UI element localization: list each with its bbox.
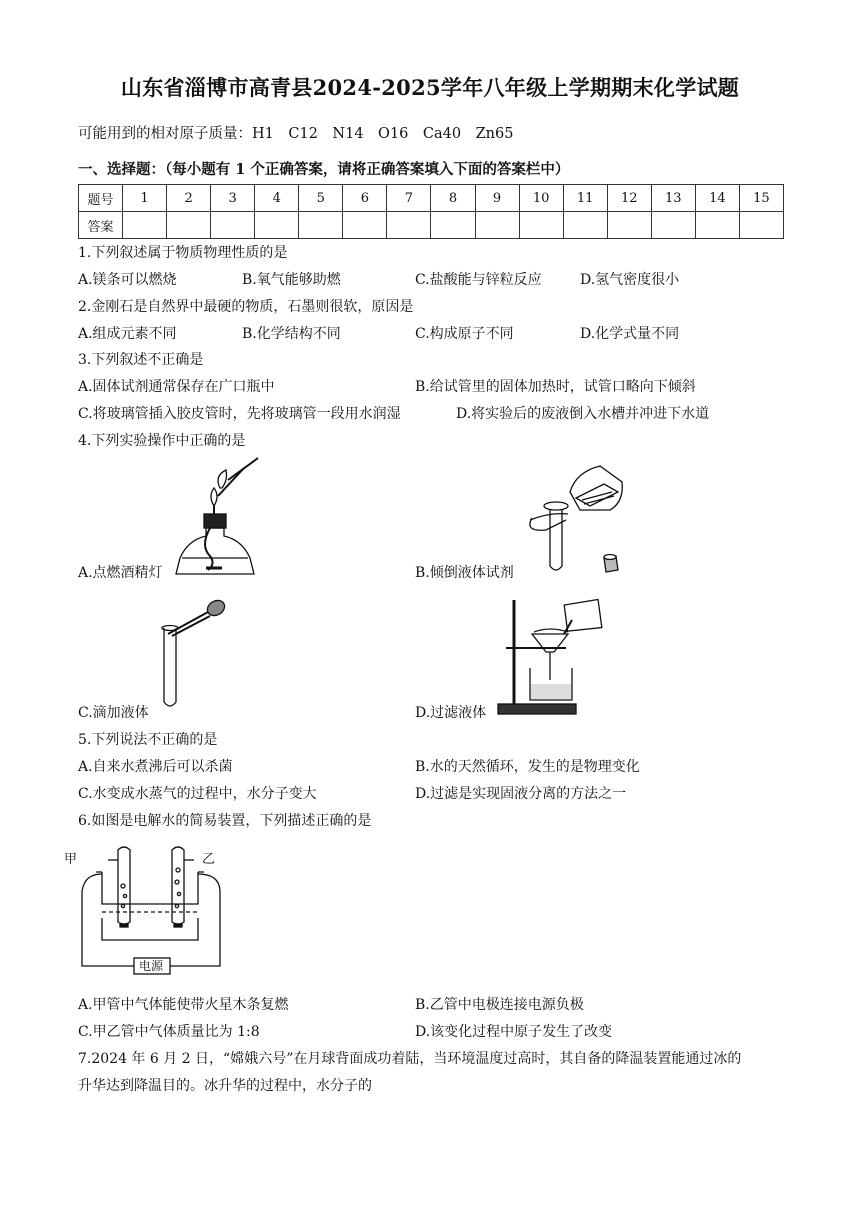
filtration-illustration — [494, 596, 614, 718]
q3-option-d: D.将实验后的废液倒入水槽并冲进下水道 — [456, 406, 710, 422]
page-title: 山东省淄博市高青县2024-2025学年八年级上学期期末化学试题 — [120, 75, 740, 100]
q5-option-c: C.水变成水蒸气的过程中，水分子变大 — [78, 786, 317, 802]
question-number-cell: 9 — [475, 185, 519, 212]
q2-option-c: C.构成原子不同 — [415, 326, 514, 342]
question-number-cell: 6 — [343, 185, 387, 212]
question-number-cell: 10 — [519, 185, 563, 212]
answer-cell[interactable] — [431, 212, 475, 239]
q6-option-c: C.甲乙管中气体质量比为 1:8 — [78, 1024, 260, 1040]
q5-option-a: A.自来水煮沸后可以杀菌 — [78, 759, 233, 775]
question-number-cell: 15 — [739, 185, 783, 212]
question-number-cell: 3 — [211, 185, 255, 212]
answer-cell[interactable] — [167, 212, 211, 239]
q7-stem-line-2: 升华达到降温目的。冰升华的过程中，水分子的 — [78, 1078, 372, 1094]
section-heading: 一、选择题：（每小题有 1 个正确答案，请将正确答案填入下面的答案栏中） — [78, 161, 570, 178]
q6-option-d: D.该变化过程中原子发生了改变 — [415, 1024, 613, 1040]
dropper-illustration — [150, 600, 230, 712]
question-number-cell: 8 — [431, 185, 475, 212]
question-number-cell: 12 — [607, 185, 651, 212]
q4-stem: 4.下列实验操作中正确的是 — [78, 433, 246, 449]
answer-cell[interactable] — [299, 212, 343, 239]
q1-stem: 1.下列叙述属于物质物理性质的是 — [78, 245, 288, 261]
answer-table-answer-row — [79, 212, 784, 239]
tube-label-jia: 甲 — [64, 852, 78, 867]
answer-table — [78, 184, 784, 239]
answer-cell[interactable] — [695, 212, 739, 239]
q1-option-b: B.氧气能够助燃 — [242, 272, 341, 288]
question-number-cell: 7 — [387, 185, 431, 212]
q2-option-b: B.化学结构不同 — [242, 326, 341, 342]
answer-cell[interactable] — [475, 212, 519, 239]
answer-cell[interactable] — [739, 212, 783, 239]
answer-table-number-row — [79, 185, 784, 212]
q3-option-c: C.将玻璃管插入胶皮管时，先将玻璃管一段用水润湿 — [78, 406, 401, 422]
q2-option-a: A.组成元素不同 — [78, 326, 177, 342]
pouring-liquid-illustration — [520, 462, 630, 582]
q6-stem: 6.如图是电解水的简易装置，下列描述正确的是 — [78, 813, 372, 829]
q5-stem: 5.下列说法不正确的是 — [78, 732, 218, 748]
electrolysis-apparatus — [64, 842, 238, 976]
row-label-answer: 答案 — [79, 212, 123, 239]
q2-option-d: D.化学式量不同 — [580, 326, 680, 342]
q6-option-b: B.乙管中电极连接电源负极 — [415, 997, 584, 1013]
answer-cell[interactable] — [255, 212, 299, 239]
q1-option-d: D.氢气密度很小 — [580, 272, 680, 288]
answer-cell[interactable] — [651, 212, 695, 239]
answer-cell[interactable] — [211, 212, 255, 239]
question-number-cell: 2 — [167, 185, 211, 212]
alcohol-lamp-illustration — [170, 466, 260, 580]
q3-option-b: B.给试管里的固体加热时，试管口略向下倾斜 — [415, 379, 696, 395]
q2-stem: 2.金刚石是自然界中最硬的物质，石墨则很软，原因是 — [78, 299, 414, 315]
q4-option-a: A.点燃酒精灯 — [78, 565, 163, 581]
q7-stem-line-1: 7.2024 年 6 月 2 日，“嫦娥六号”在月球背面成功着陆，当环境温度过高时，其自备的降温装置能通过冰的 — [78, 1051, 742, 1067]
q4-option-d: D.过滤液体 — [415, 705, 487, 721]
q1-option-a: A.镁条可以燃烧 — [78, 272, 177, 288]
q3-stem: 3.下列叙述不正确是 — [78, 352, 204, 368]
q5-option-b: B.水的天然循环，发生的是物理变化 — [415, 759, 640, 775]
q5-option-d: D.过滤是实现固液分离的方法之一 — [415, 786, 627, 802]
q3-option-a: A.固体试剂通常保存在广口瓶中 — [78, 379, 275, 395]
q4-option-c: C.滴加液体 — [78, 705, 149, 721]
answer-cell[interactable] — [123, 212, 167, 239]
question-number-cell: 5 — [299, 185, 343, 212]
answer-cell[interactable] — [519, 212, 563, 239]
question-number-cell: 1 — [123, 185, 167, 212]
q4-option-b: B.倾倒液体试剂 — [415, 565, 514, 581]
atomic-masses-note: 可能用到的相对原子质量：H1 C12 N14 O16 Ca40 Zn65 — [78, 126, 514, 142]
power-supply-label: 电源 — [139, 959, 164, 973]
answer-cell[interactable] — [343, 212, 387, 239]
answer-cell[interactable] — [387, 212, 431, 239]
question-number-cell: 13 — [651, 185, 695, 212]
q6-option-a: A.甲管中气体能使带火星木条复燃 — [78, 997, 289, 1013]
answer-cell[interactable] — [563, 212, 607, 239]
q1-option-c: C.盐酸能与锌粒反应 — [415, 272, 542, 288]
answer-cell[interactable] — [607, 212, 651, 239]
question-number-cell: 11 — [563, 185, 607, 212]
question-number-cell: 14 — [695, 185, 739, 212]
tube-label-yi: 乙 — [202, 852, 216, 867]
row-label-number: 题号 — [79, 185, 123, 212]
question-number-cell: 4 — [255, 185, 299, 212]
